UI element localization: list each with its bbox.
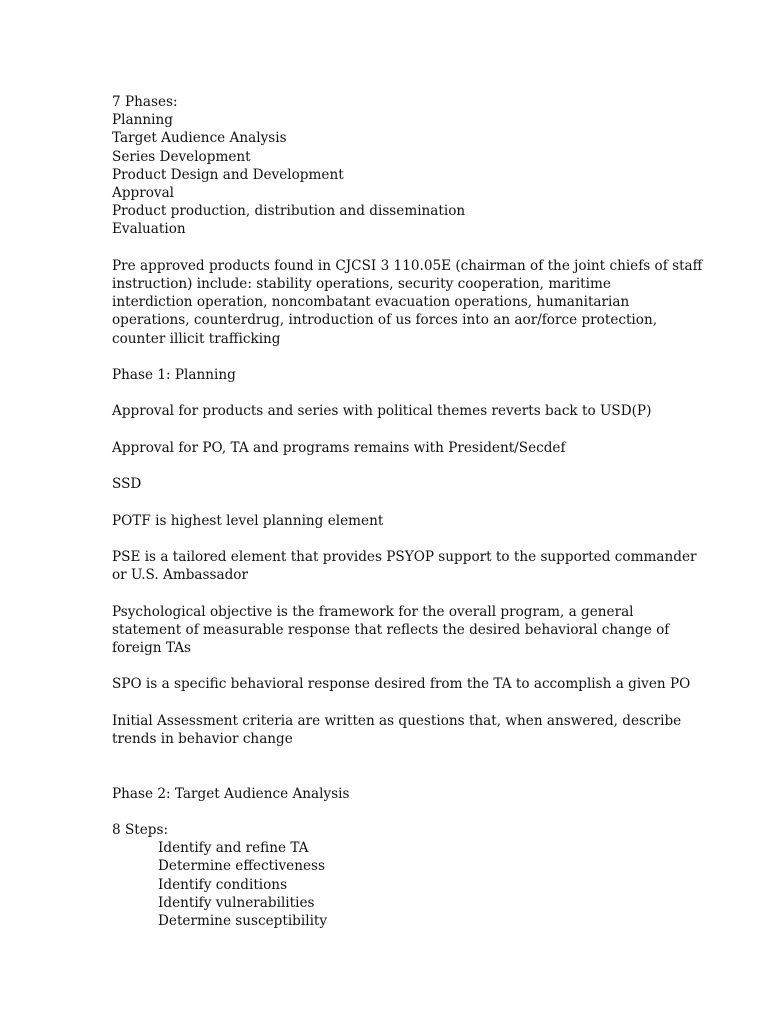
psych-objective-paragraph-line: statement of measurable response that reflects the desired behavioral change of: [112, 621, 670, 638]
spacer: [112, 421, 672, 439]
pse-paragraph-line: PSE is a tailored element that provides PSYOP support to the supported commander: [112, 548, 697, 565]
phase-list-item: Product production, distribution and dissemination: [112, 203, 466, 220]
preapproved-paragraph-line: interdiction operation, noncombatant evacuation operations, humanitarian: [112, 294, 630, 311]
step-list-item: Determine susceptibility: [158, 912, 328, 929]
phase-list-item: Evaluation: [112, 221, 186, 238]
phase-list-item: Approval: [112, 185, 175, 202]
spacer: [112, 694, 672, 712]
step-list-item: Determine effectiveness: [158, 858, 325, 875]
approval-po-text: Approval for PO, TA and programs remains with President/Secdef: [112, 439, 566, 456]
spacer: [112, 748, 672, 784]
document-body: [112, 93, 703, 930]
preapproved-paragraph-line: operations, counterdrug, introduction of us forces into an aor/force protection,: [112, 312, 658, 329]
phase-list-item: Planning: [112, 112, 173, 129]
step-list-item: Identify and refine TA: [158, 840, 309, 857]
phase-list-item: Product Design and Development: [112, 166, 344, 183]
step-list-item: Identify vulnerabilities: [158, 894, 315, 911]
step-list-item: Identify conditions: [158, 876, 288, 893]
psych-objective-paragraph-line: Psychological objective is the framework for the overall program, a general: [112, 603, 634, 620]
potf-text: POTF is highest level planning element: [112, 512, 384, 529]
spacer: [112, 493, 672, 511]
spacer: [112, 348, 672, 366]
phase-list-item: Target Audience Analysis: [112, 130, 287, 147]
spacer: [112, 384, 672, 402]
preapproved-paragraph-line: counter illicit trafficking: [112, 330, 281, 347]
psych-objective-paragraph-line: foreign TAs: [112, 639, 192, 656]
phases-heading: 7 Phases:: [112, 94, 178, 110]
initial-assessment-paragraph-line: trends in behavior change: [112, 730, 293, 747]
ssd-text: SSD: [112, 476, 142, 493]
phase1-heading: Phase 1: Planning: [112, 367, 236, 384]
spo-text: SPO is a specific behavioral response desired from the TA to accomplish a given PO: [112, 676, 691, 693]
approval-political-text: Approval for products and series with political themes reverts back to USD(P): [112, 403, 652, 420]
phase-list-item: Series Development: [112, 148, 251, 165]
spacer: [112, 457, 672, 475]
pse-paragraph-line: or U.S. Ambassador: [112, 567, 248, 584]
spacer: [112, 803, 672, 821]
spacer: [112, 530, 672, 548]
preapproved-paragraph-line: instruction) include: stability operations, security cooperation, maritime: [112, 276, 611, 293]
initial-assessment-paragraph-line: Initial Assessment criteria are written as questions that, when answered, describe: [112, 712, 682, 729]
spacer: [112, 584, 672, 602]
spacer: [112, 239, 672, 257]
phase2-heading: Phase 2: Target Audience Analysis: [112, 785, 350, 802]
spacer: [112, 657, 672, 675]
preapproved-paragraph-line: Pre approved products found in CJCSI 3 110.05E (chairman of the joint chiefs of staff: [112, 257, 703, 274]
steps-heading: 8 Steps:: [112, 821, 169, 838]
